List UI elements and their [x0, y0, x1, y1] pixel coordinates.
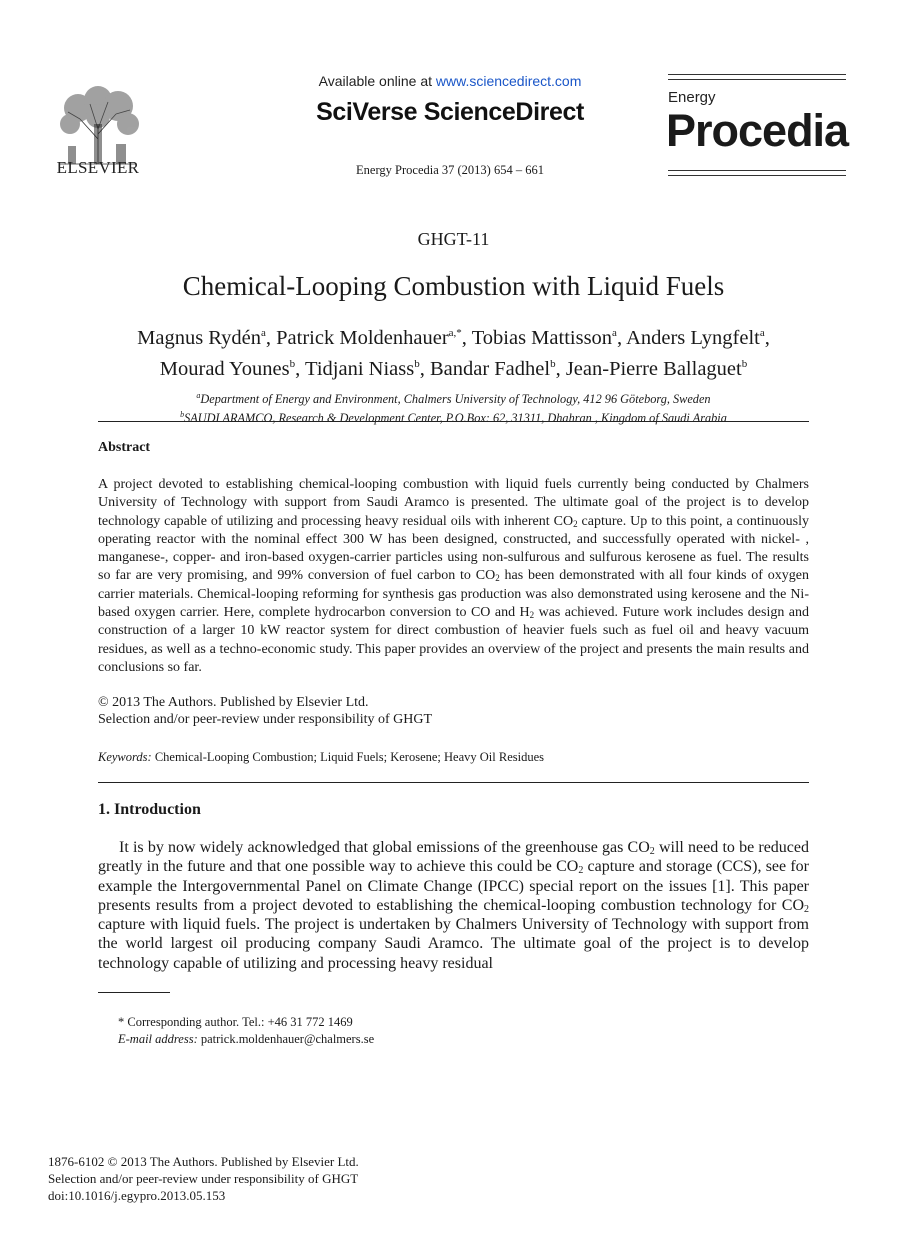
procedia-logo-rule [668, 79, 846, 80]
author-affiliation-mark: a [261, 327, 266, 339]
author-affiliation-mark: a [612, 327, 617, 339]
procedia-logo-rule [668, 74, 846, 75]
subscript: 2 [578, 865, 584, 877]
abstract-text-part: was achieved. Future work includes design and construction of a larger 10 kW reactor system for direct combustion of heavier fuels such as fuel oil and heavy vacuum residues, as well as a techno-economic study. This paper provides an overview of the project and presents the main results and conclusions so far. [98, 605, 810, 675]
author-name: Jean-Pierre Ballaguet [565, 357, 742, 380]
author-name: Magnus Rydén [137, 326, 262, 349]
author-list: Magnus Rydén$^a$, Patrick Moldenhauer$^{a,*}$, Tobias Mattisson$^a$, Anders Lyngfelt$^a$, Mourad Younes$^b$, Tidjani Niass$^b$, Bandar Fadhel$^b$, Jean-Pierre Ballaguet$^b$ [137, 326, 770, 380]
footer-review: Selection and/or peer-review under responsibility of GHGT [48, 1171, 359, 1186]
affiliation-text: SAUDI ARAMCO, Research & Development Center, P.O.Box: 62, 31311, Dhahran , Kingdom of Saudi Arabia [184, 411, 727, 426]
available-prefix: Available online at [318, 73, 436, 89]
introduction-text [98, 838, 809, 973]
available-online-line [240, 73, 660, 89]
abstract-text-part: has been demonstrated with all four kinds of oxygen carrier materials. Chemical-looping reforming for synthesis gas production was also demonstrated using kerosene and the Ni-based oxygen carrier. Here, complete hydrocarbon conversion to CO and H [98, 568, 809, 621]
sciverse-sciencedirect-logo: SciVerse ScienceDirect [316, 98, 584, 126]
email-address[interactable]: patrick.moldenhauer@chalmers.se [197, 1032, 375, 1046]
affiliation-b [60, 407, 847, 426]
footnote-rule [98, 992, 170, 993]
procedia-logo-procedia: Procedia [666, 105, 849, 156]
conference-label: GHGT-11 [417, 229, 490, 249]
author-name: Tobias Mattisson [471, 326, 613, 349]
keywords-line [98, 750, 544, 765]
abstract-review-note: Selection and/or peer-review under responsibility of GHGT [98, 712, 433, 727]
author-affiliation-mark: b [550, 357, 556, 370]
journal-reference: Energy Procedia 37 (2013) 654 – 661 [356, 163, 544, 177]
intro-text-part: will need to be reduced greatly in the future and that one possible way to achieve this could be CO [98, 839, 809, 876]
keywords-text: Chemical-Looping Combustion; Liquid Fuels; Kerosene; Heavy Oil Residues [151, 750, 545, 764]
author-affiliation-mark: a,* [448, 327, 462, 339]
subscript: 2 [573, 518, 578, 529]
affiliation-a [60, 388, 847, 407]
abstract-heading: Abstract [98, 440, 151, 455]
email-note [118, 1032, 374, 1047]
footer-doi[interactable]: doi:10.1016/j.egypro.2013.05.153 [48, 1188, 226, 1203]
subscript: 2 [495, 573, 500, 584]
abstract-copyright: © 2013 The Authors. Published by Elsevier Ltd. [98, 695, 369, 710]
section-divider [98, 421, 809, 422]
author-name: Bandar Fadhel [429, 357, 551, 380]
abstract-text-part: capture. Up to this point, a continuously operating reactor with the nominal effect 300 W has been designed, constructed, and successfully operated with nickel- , manganese-, copper- and iron-based oxygen-carrier particles using non-sulfurous and sulfurous kerosene as fuel. The results so far are very promising, and 99% conversion of fuel carbon to CO [98, 513, 809, 584]
procedia-logo-energy: Energy [668, 89, 716, 106]
intro-text-part: capture with liquid fuels. The project is undertaken by Chalmers University of Technology with support from the world largest oil producing company Saudi Aramco. The ultimate goal of the project is to develop technology capable of utilizing and processing heavy residual [98, 916, 809, 972]
elsevier-wordmark: ELSEVIER [56, 158, 140, 177]
footer-issn: 1876-6102 © 2013 The Authors. Published by Elsevier Ltd. [48, 1154, 359, 1169]
intro-text-part: capture and storage (CCS), see for example the Intergovernmental Panel on Climate Change (IPCC) special report on the issues [1]. This paper presents results from a project devoted to establishing the chemical-looping combustion technology for CO [98, 858, 810, 914]
subscript: 2 [529, 610, 535, 621]
author-affiliation-mark: b [741, 357, 748, 370]
procedia-logo-rule [668, 170, 846, 171]
sciencedirect-link[interactable]: www.sciencedirect.com [435, 73, 582, 89]
introduction-heading: 1. Introduction [98, 801, 201, 818]
affiliation-mark: a [196, 391, 201, 400]
corresponding-author-note: * Corresponding author. Tel.: +46 31 772 1469 [118, 1015, 353, 1029]
subscript: 2 [649, 846, 655, 857]
author-affiliation-mark: b [289, 357, 296, 370]
subscript: 2 [804, 903, 809, 915]
author-name: Patrick Moldenhauer [276, 326, 449, 349]
keywords-label: Keywords: [98, 750, 152, 764]
abstract-text [98, 476, 809, 677]
abstract-text-part: A project devoted to establishing chemical-looping combustion with liquid fuels currently being conducted by Chalmers University of Technology with support from Saudi Aramco is presented. The ultimate goal of the project is to develop technology capable of utilizing and processing heavy residual oils with inherent CO [98, 477, 809, 529]
affiliation-text: Department of Energy and Environment, Chalmers University of Technology, 412 96 Göteborg, Sweden [200, 392, 711, 407]
author-name: Anders Lyngfelt [626, 326, 760, 349]
procedia-logo-rule [668, 175, 846, 176]
email-label: E-mail address: [118, 1032, 198, 1046]
affiliation-mark: b [180, 410, 185, 420]
author-name: Mourad Younes [159, 357, 290, 380]
intro-text-part: It is by now widely acknowledged that global emissions of the greenhouse gas CO [119, 839, 650, 856]
author-affiliation-mark: b [414, 357, 420, 370]
author-name: Tidjani Niass [305, 357, 415, 380]
author-affiliation-mark: a [759, 327, 765, 339]
section-divider [98, 782, 809, 783]
paper-title: Chemical-Looping Combustion with Liquid Fuels [182, 271, 725, 301]
